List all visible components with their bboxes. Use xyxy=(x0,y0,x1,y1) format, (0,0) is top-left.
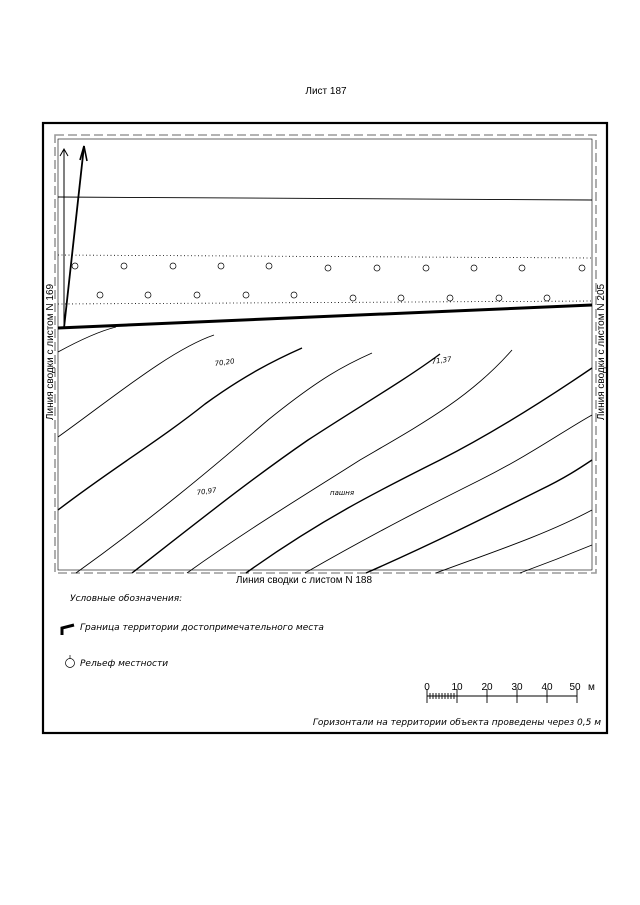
scale-tick-label: 20 xyxy=(481,682,493,693)
sheet-frame xyxy=(43,123,607,733)
contour-note: Горизонтали на территории объекта проведены через 0,5 м xyxy=(312,718,601,728)
legend-item-boundary: Граница территории достопримечательного места xyxy=(80,623,324,633)
relief-circle-icon xyxy=(447,295,453,301)
contour-lines xyxy=(58,327,592,573)
relief-circle-icon xyxy=(374,265,380,271)
scale-tick-label: 50 xyxy=(569,682,581,693)
relief-circle-icon xyxy=(97,292,103,298)
map-frame-inner xyxy=(58,139,592,570)
elevation-label: 70,97 xyxy=(196,486,218,497)
contour-line xyxy=(436,510,592,573)
relief-circle-icon xyxy=(398,295,404,301)
contour-line xyxy=(366,460,592,573)
scale-tick-label: 30 xyxy=(511,682,523,693)
relief-circle-icon xyxy=(266,263,272,269)
scale-tick-label: 0 xyxy=(424,682,430,693)
relief-circle-icon xyxy=(579,265,585,271)
elevation-label: 71,37 xyxy=(431,355,453,366)
boundary-corner-icon xyxy=(62,625,74,635)
legend xyxy=(62,594,324,669)
relief-circle-icon xyxy=(291,292,297,298)
contour-line xyxy=(58,348,302,510)
contour-line xyxy=(246,368,592,573)
relief-circle-icon xyxy=(325,265,331,271)
relief-circle-icon xyxy=(243,292,249,298)
relief-circle-icon xyxy=(496,295,502,301)
field-label: пашня xyxy=(330,489,355,497)
relief-circle-icon xyxy=(170,263,176,269)
legend-title: Условные обозначения: xyxy=(70,594,183,604)
scale-bar xyxy=(424,682,595,703)
contour-line xyxy=(58,335,214,437)
label-bottom: Линия сводки с листом N 188 xyxy=(235,575,373,586)
edge-line xyxy=(58,197,592,200)
relief-circle-icon xyxy=(72,263,78,269)
map-area xyxy=(58,146,592,573)
label-left: Линия сводки с листом N 169 xyxy=(45,283,56,421)
label-right: Линия сводки с листом N 205 xyxy=(596,283,607,421)
territory-boundary xyxy=(58,305,592,328)
relief-circle-icon xyxy=(350,295,356,301)
relief-circle-icon xyxy=(218,263,224,269)
dotted-line-upper xyxy=(58,255,592,258)
dotted-line-lower xyxy=(58,301,592,304)
scale-tick-label: 10 xyxy=(451,682,463,693)
contour-line xyxy=(58,327,116,352)
relief-legend-icon xyxy=(66,655,75,668)
relief-circle-icon xyxy=(471,265,477,271)
legend-item-relief: Рельеф местности xyxy=(80,659,169,669)
scale-unit: м xyxy=(588,682,595,693)
contour-line xyxy=(520,545,592,573)
relief-circle-icon xyxy=(519,265,525,271)
relief-circle-icon xyxy=(145,292,151,298)
scale-tick-label: 40 xyxy=(541,682,553,693)
north-arrow-icon xyxy=(60,146,87,328)
relief-circle-icon xyxy=(423,265,429,271)
contour-line xyxy=(76,353,372,573)
contour-line xyxy=(132,354,440,573)
relief-symbols xyxy=(72,263,585,301)
relief-circle-icon xyxy=(121,263,127,269)
sheet-title: Лист 187 xyxy=(305,86,347,97)
relief-circle-icon xyxy=(544,295,550,301)
map-frame-dashed xyxy=(55,135,596,573)
elevation-label: 70,20 xyxy=(214,357,236,368)
relief-circle-icon xyxy=(194,292,200,298)
